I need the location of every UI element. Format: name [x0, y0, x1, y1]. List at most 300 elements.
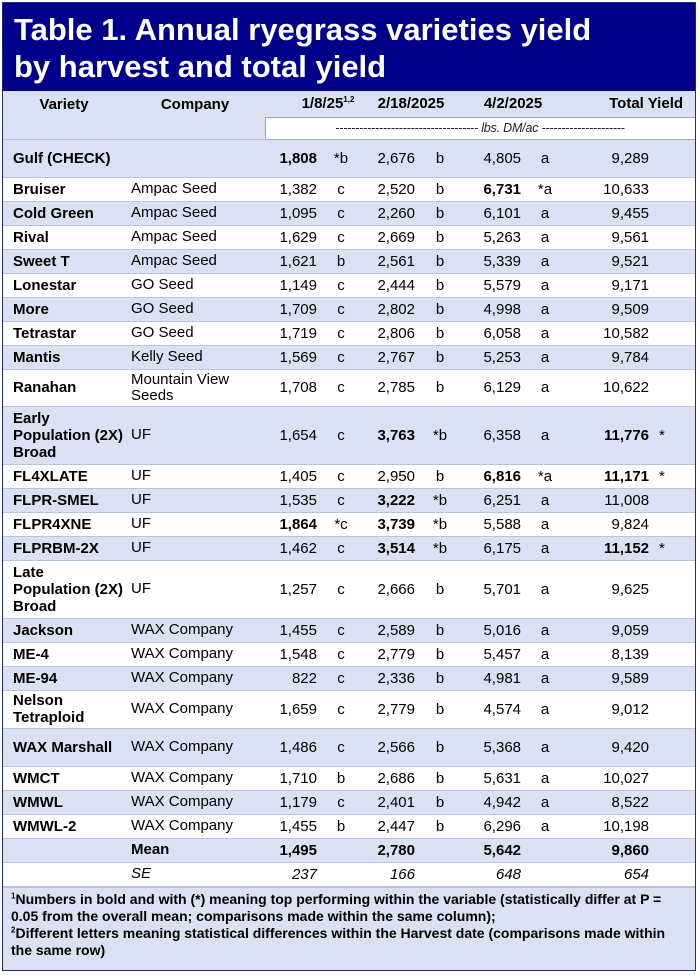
- harvest-3-letter: a: [525, 369, 565, 406]
- summary-gap: [321, 862, 361, 886]
- harvest-2-letter: b: [419, 201, 461, 225]
- variety-cell: WMCT: [3, 766, 125, 790]
- harvest-3-value: 4,981: [461, 666, 525, 690]
- table-row: [3, 690, 695, 728]
- total-yield-value: 11,171: [565, 464, 655, 488]
- harvest-2-letter: b: [419, 618, 461, 642]
- variety-cell: More: [3, 297, 125, 321]
- company-cell: Ampac Seed: [125, 177, 265, 201]
- col-header-harvest-3: 4/2/2025: [461, 91, 565, 117]
- col-header-total: Total Yield: [565, 91, 695, 117]
- total-yield-value: 9,625: [565, 560, 655, 618]
- harvest-1-letter: b: [321, 766, 361, 790]
- table-row: [3, 406, 695, 464]
- mean-row: [3, 838, 695, 862]
- table-row: [3, 488, 695, 512]
- harvest-2-value: 2,779: [361, 690, 419, 728]
- harvest-2-value: 2,260: [361, 201, 419, 225]
- total-yield-star: *: [655, 406, 695, 464]
- harvest-1-letter: c: [321, 642, 361, 666]
- harvest-3-letter: a: [525, 139, 565, 177]
- variety-cell: Tetrastar: [3, 321, 125, 345]
- harvest-3-value: 6,101: [461, 201, 525, 225]
- harvest-3-value: 5,588: [461, 512, 525, 536]
- harvest-2-value: 2,802: [361, 297, 419, 321]
- table-row: [3, 790, 695, 814]
- harvest-2-value: 3,763: [361, 406, 419, 464]
- harvest-1-value: 1,535: [265, 488, 321, 512]
- harvest-2-value: 3,514: [361, 536, 419, 560]
- harvest-1-value: 1,095: [265, 201, 321, 225]
- harvest-2-value: 2,666: [361, 560, 419, 618]
- total-yield-star: [655, 139, 695, 177]
- harvest-2-letter: b: [419, 139, 461, 177]
- units-row: [3, 117, 695, 139]
- total-yield-value: 9,561: [565, 225, 655, 249]
- harvest-1-value: 1,486: [265, 728, 321, 766]
- total-yield-value: 10,622: [565, 369, 655, 406]
- variety-cell: Rival: [3, 225, 125, 249]
- harvest-1-value: 1,462: [265, 536, 321, 560]
- harvest-1-letter: c: [321, 560, 361, 618]
- summary-blank: [3, 862, 125, 886]
- summary-harvest-2: 166: [361, 862, 419, 886]
- title-line-1: Table 1. Annual ryegrass varieties yield: [14, 12, 592, 47]
- harvest-2-value: 2,561: [361, 249, 419, 273]
- table-row: [3, 512, 695, 536]
- harvest-2-letter: b: [419, 790, 461, 814]
- total-yield-value: 8,522: [565, 790, 655, 814]
- harvest-1-letter: c: [321, 464, 361, 488]
- harvest-3-letter: a: [525, 488, 565, 512]
- table-figure: [2, 2, 696, 971]
- harvest-2-letter: b: [419, 560, 461, 618]
- company-cell: WAX Company: [125, 790, 265, 814]
- harvest-2-letter: b: [419, 369, 461, 406]
- table-row: [3, 225, 695, 249]
- summary-gap: [419, 838, 461, 862]
- harvest-1-letter: c: [321, 345, 361, 369]
- table-row: [3, 249, 695, 273]
- variety-cell: ME-94: [3, 666, 125, 690]
- total-yield-value: 9,521: [565, 249, 655, 273]
- total-yield-star: [655, 790, 695, 814]
- total-yield-value: 9,012: [565, 690, 655, 728]
- total-yield-value: 9,289: [565, 139, 655, 177]
- summary-harvest-1: 1,495: [265, 838, 321, 862]
- total-yield-star: [655, 369, 695, 406]
- summary-gap: [655, 838, 695, 862]
- company-cell: UF: [125, 464, 265, 488]
- harvest-1-value: 1,654: [265, 406, 321, 464]
- harvest-3-value: 6,251: [461, 488, 525, 512]
- harvest-3-letter: a: [525, 249, 565, 273]
- total-yield-star: [655, 814, 695, 838]
- harvest-3-value: 4,574: [461, 690, 525, 728]
- harvest-2-letter: b: [419, 766, 461, 790]
- variety-cell: Nelson Tetraploid: [3, 690, 125, 728]
- total-yield-value: 10,198: [565, 814, 655, 838]
- harvest-1-letter: b: [321, 814, 361, 838]
- harvest-2-value: 2,779: [361, 642, 419, 666]
- table-row: [3, 273, 695, 297]
- total-yield-value: 10,027: [565, 766, 655, 790]
- variety-cell: Late Population (2X) Broad: [3, 560, 125, 618]
- harvest-2-letter: *b: [419, 536, 461, 560]
- harvest-1-value: 1,257: [265, 560, 321, 618]
- harvest-1-letter: c: [321, 297, 361, 321]
- harvest-1-value: 1,569: [265, 345, 321, 369]
- variety-cell: Mantis: [3, 345, 125, 369]
- total-yield-star: [655, 728, 695, 766]
- company-cell: [125, 139, 265, 177]
- harvest-1-letter: c: [321, 536, 361, 560]
- harvest-3-value: 6,058: [461, 321, 525, 345]
- table-row: [3, 728, 695, 766]
- harvest-1-value: 1,548: [265, 642, 321, 666]
- total-yield-value: 10,582: [565, 321, 655, 345]
- harvest-1-letter: *c: [321, 512, 361, 536]
- harvest-3-letter: a: [525, 618, 565, 642]
- total-yield-value: 9,420: [565, 728, 655, 766]
- harvest-2-value: 2,401: [361, 790, 419, 814]
- variety-cell: Early Population (2X) Broad: [3, 406, 125, 464]
- summary-harvest-2: 2,780: [361, 838, 419, 862]
- harvest-2-value: 2,676: [361, 139, 419, 177]
- table-row: [3, 369, 695, 406]
- company-cell: Ampac Seed: [125, 225, 265, 249]
- total-yield-value: 9,455: [565, 201, 655, 225]
- harvest-1-letter: c: [321, 666, 361, 690]
- harvest-1-value: 1,864: [265, 512, 321, 536]
- company-cell: GO Seed: [125, 297, 265, 321]
- variety-cell: FLPRBM-2X: [3, 536, 125, 560]
- header-row: [3, 91, 695, 117]
- harvest-2-value: 2,447: [361, 814, 419, 838]
- harvest-2-value: 2,589: [361, 618, 419, 642]
- harvest-1-value: 1,808: [265, 139, 321, 177]
- harvest-3-value: 5,579: [461, 273, 525, 297]
- harvest-2-letter: b: [419, 690, 461, 728]
- company-cell: WAX Company: [125, 766, 265, 790]
- variety-cell: Jackson: [3, 618, 125, 642]
- total-yield-star: [655, 690, 695, 728]
- harvest-3-value: 5,368: [461, 728, 525, 766]
- table-row: [3, 464, 695, 488]
- summary-harvest-3: 648: [461, 862, 525, 886]
- harvest-3-value: 5,253: [461, 345, 525, 369]
- harvest-1-letter: c: [321, 177, 361, 201]
- harvest-3-letter: a: [525, 321, 565, 345]
- footnotes: [3, 887, 695, 971]
- harvest-2-value: 2,950: [361, 464, 419, 488]
- total-yield-star: [655, 560, 695, 618]
- company-cell: UF: [125, 536, 265, 560]
- harvest-2-value: 2,336: [361, 666, 419, 690]
- harvest-3-value: 5,339: [461, 249, 525, 273]
- total-yield-star: [655, 225, 695, 249]
- summary-label: SE: [125, 862, 265, 886]
- harvest-3-value: 6,296: [461, 814, 525, 838]
- company-cell: WAX Company: [125, 618, 265, 642]
- harvest-2-letter: b: [419, 177, 461, 201]
- company-cell: WAX Company: [125, 690, 265, 728]
- harvest-3-letter: a: [525, 728, 565, 766]
- total-yield-value: 9,824: [565, 512, 655, 536]
- variety-cell: WMWL-2: [3, 814, 125, 838]
- harvest-3-letter: a: [525, 642, 565, 666]
- total-yield-value: 11,008: [565, 488, 655, 512]
- table-row: [3, 766, 695, 790]
- table-row: [3, 666, 695, 690]
- harvest-2-letter: b: [419, 345, 461, 369]
- harvest-3-letter: *a: [525, 464, 565, 488]
- harvest-1-date: 1/8/25: [301, 95, 344, 113]
- total-yield-star: [655, 249, 695, 273]
- table-row: [3, 201, 695, 225]
- table-row: [3, 297, 695, 321]
- total-yield-value: 11,776: [565, 406, 655, 464]
- harvest-1-letter: c: [321, 321, 361, 345]
- harvest-2-value: 2,669: [361, 225, 419, 249]
- company-cell: UF: [125, 488, 265, 512]
- variety-cell: Ranahan: [3, 369, 125, 406]
- summary-gap: [321, 838, 361, 862]
- harvest-3-value: 6,816: [461, 464, 525, 488]
- harvest-1-letter: c: [321, 273, 361, 297]
- company-cell: UF: [125, 406, 265, 464]
- harvest-2-letter: b: [419, 642, 461, 666]
- variety-cell: Gulf (CHECK): [3, 139, 125, 177]
- harvest-3-value: 5,701: [461, 560, 525, 618]
- harvest-2-letter: b: [419, 249, 461, 273]
- table-row: [3, 536, 695, 560]
- harvest-2-letter: b: [419, 225, 461, 249]
- total-yield-star: [655, 642, 695, 666]
- variety-cell: FL4XLATE: [3, 464, 125, 488]
- harvest-2-value: 2,806: [361, 321, 419, 345]
- harvest-1-value: 1,629: [265, 225, 321, 249]
- harvest-3-value: 4,998: [461, 297, 525, 321]
- col-header-harvest-2: 2/18/2025: [361, 91, 461, 117]
- table-row: [3, 618, 695, 642]
- summary-gap: [655, 862, 695, 886]
- total-yield-star: [655, 666, 695, 690]
- total-yield-value: 9,171: [565, 273, 655, 297]
- company-cell: WAX Company: [125, 728, 265, 766]
- summary-total: 9,860: [565, 838, 655, 862]
- total-yield-star: *: [655, 464, 695, 488]
- harvest-2-letter: *b: [419, 406, 461, 464]
- variety-cell: Cold Green: [3, 201, 125, 225]
- harvest-2-value: 2,767: [361, 345, 419, 369]
- harvest-3-letter: a: [525, 273, 565, 297]
- harvest-1-value: 822: [265, 666, 321, 690]
- company-cell: UF: [125, 560, 265, 618]
- total-yield-star: [655, 177, 695, 201]
- harvest-1-value: 1,149: [265, 273, 321, 297]
- harvest-2-letter: b: [419, 464, 461, 488]
- harvest-3-letter: a: [525, 512, 565, 536]
- table-row: [3, 814, 695, 838]
- company-cell: Ampac Seed: [125, 249, 265, 273]
- total-yield-star: [655, 512, 695, 536]
- harvest-2-value: 3,222: [361, 488, 419, 512]
- harvest-3-value: 5,631: [461, 766, 525, 790]
- harvest-3-letter: a: [525, 225, 565, 249]
- harvest-2-value: 2,686: [361, 766, 419, 790]
- harvest-2-value: 2,444: [361, 273, 419, 297]
- harvest-1-letter: c: [321, 790, 361, 814]
- table-row: [3, 177, 695, 201]
- total-yield-value: 9,509: [565, 297, 655, 321]
- variety-cell: ME-4: [3, 642, 125, 666]
- harvest-1-letter: c: [321, 488, 361, 512]
- harvest-2-value: 2,785: [361, 369, 419, 406]
- harvest-3-value: 6,175: [461, 536, 525, 560]
- harvest-1-letter: c: [321, 690, 361, 728]
- col-header-variety: Variety: [3, 91, 125, 117]
- summary-gap: [525, 838, 565, 862]
- table-row: [3, 139, 695, 177]
- table-row: [3, 321, 695, 345]
- company-cell: Ampac Seed: [125, 201, 265, 225]
- harvest-1-value: 1,455: [265, 814, 321, 838]
- total-yield-star: [655, 345, 695, 369]
- company-cell: Mountain View Seeds: [125, 369, 265, 406]
- footnote-1: $^1$Numbers in bold and with (*) meaning top performing within the variable (statistically differ at P = 0.05 from the overall mean; comparisons made within the same column);: [11, 890, 662, 924]
- variety-cell: WMWL: [3, 790, 125, 814]
- col-header-company: Company: [125, 91, 265, 117]
- total-yield-value: 8,139: [565, 642, 655, 666]
- company-cell: GO Seed: [125, 321, 265, 345]
- harvest-3-letter: a: [525, 790, 565, 814]
- total-yield-star: *: [655, 536, 695, 560]
- harvest-2-letter: *b: [419, 512, 461, 536]
- variety-cell: FLPR4XNE: [3, 512, 125, 536]
- total-yield-star: [655, 618, 695, 642]
- company-cell: UF: [125, 512, 265, 536]
- harvest-1-letter: c: [321, 369, 361, 406]
- table-row: [3, 345, 695, 369]
- harvest-3-letter: a: [525, 690, 565, 728]
- harvest-1-value: 1,708: [265, 369, 321, 406]
- harvest-2-letter: b: [419, 273, 461, 297]
- company-cell: GO Seed: [125, 273, 265, 297]
- total-yield-value: 10,633: [565, 177, 655, 201]
- harvest-3-value: 4,942: [461, 790, 525, 814]
- harvest-3-value: 6,129: [461, 369, 525, 406]
- summary-blank: [3, 838, 125, 862]
- harvest-2-letter: b: [419, 321, 461, 345]
- table-row: [3, 642, 695, 666]
- total-yield-value: 9,589: [565, 666, 655, 690]
- variety-cell: Sweet T: [3, 249, 125, 273]
- harvest-2-value: 2,566: [361, 728, 419, 766]
- units-label: ------------------------------------ lbs. DM/ac ---------------------: [265, 117, 695, 139]
- harvest-3-letter: a: [525, 201, 565, 225]
- harvest-2-value: 2,520: [361, 177, 419, 201]
- summary-harvest-3: 5,642: [461, 838, 525, 862]
- harvest-2-letter: b: [419, 814, 461, 838]
- harvest-1-letter: c: [321, 201, 361, 225]
- total-yield-star: [655, 321, 695, 345]
- harvest-1-letter: *b: [321, 139, 361, 177]
- harvest-1-letter: c: [321, 406, 361, 464]
- harvest-3-value: 5,263: [461, 225, 525, 249]
- harvest-3-letter: a: [525, 814, 565, 838]
- company-cell: Kelly Seed: [125, 345, 265, 369]
- harvest-3-letter: a: [525, 536, 565, 560]
- harvest-3-letter: a: [525, 666, 565, 690]
- harvest-1-value: 1,719: [265, 321, 321, 345]
- harvest-1-letter: b: [321, 249, 361, 273]
- variety-cell: FLPR-SMEL: [3, 488, 125, 512]
- company-cell: WAX Company: [125, 642, 265, 666]
- summary-total: 654: [565, 862, 655, 886]
- harvest-1-letter: c: [321, 225, 361, 249]
- total-yield-value: 11,152: [565, 536, 655, 560]
- se-row: [3, 862, 695, 886]
- harvest-3-letter: *a: [525, 177, 565, 201]
- summary-gap: [525, 862, 565, 886]
- harvest-3-value: 5,016: [461, 618, 525, 642]
- summary-gap: [419, 862, 461, 886]
- harvest-3-value: 5,457: [461, 642, 525, 666]
- total-yield-star: [655, 201, 695, 225]
- harvest-1-value: 1,382: [265, 177, 321, 201]
- total-yield-star: [655, 297, 695, 321]
- harvest-1-value: 1,710: [265, 766, 321, 790]
- summary-harvest-1: 237: [265, 862, 321, 886]
- harvest-1-value: 1,455: [265, 618, 321, 642]
- harvest-3-letter: a: [525, 345, 565, 369]
- variety-cell: WAX Marshall: [3, 728, 125, 766]
- table-row: [3, 560, 695, 618]
- harvest-3-value: 6,731: [461, 177, 525, 201]
- harvest-1-value: 1,659: [265, 690, 321, 728]
- harvest-1-value: 1,621: [265, 249, 321, 273]
- company-cell: WAX Company: [125, 666, 265, 690]
- total-yield-star: [655, 273, 695, 297]
- company-cell: WAX Company: [125, 814, 265, 838]
- harvest-3-letter: a: [525, 766, 565, 790]
- harvest-1-footnote-marks: 1,2: [343, 95, 355, 105]
- harvest-1-letter: c: [321, 618, 361, 642]
- harvest-3-value: 4,805: [461, 139, 525, 177]
- harvest-2-letter: b: [419, 297, 461, 321]
- yield-table: [3, 91, 696, 887]
- total-yield-value: 9,059: [565, 618, 655, 642]
- table-title: [3, 3, 695, 91]
- harvest-3-letter: a: [525, 560, 565, 618]
- harvest-3-value: 6,358: [461, 406, 525, 464]
- total-yield-value: 9,784: [565, 345, 655, 369]
- harvest-2-letter: b: [419, 666, 461, 690]
- harvest-1-value: 1,405: [265, 464, 321, 488]
- harvest-1-value: 1,179: [265, 790, 321, 814]
- harvest-1-letter: c: [321, 728, 361, 766]
- total-yield-star: [655, 488, 695, 512]
- harvest-2-letter: b: [419, 728, 461, 766]
- harvest-3-letter: a: [525, 406, 565, 464]
- total-yield-star: [655, 766, 695, 790]
- harvest-1-value: 1,709: [265, 297, 321, 321]
- title-line-2: by harvest and total yield: [14, 49, 387, 84]
- variety-cell: Lonestar: [3, 273, 125, 297]
- summary-label: Mean: [125, 838, 265, 862]
- harvest-3-letter: a: [525, 297, 565, 321]
